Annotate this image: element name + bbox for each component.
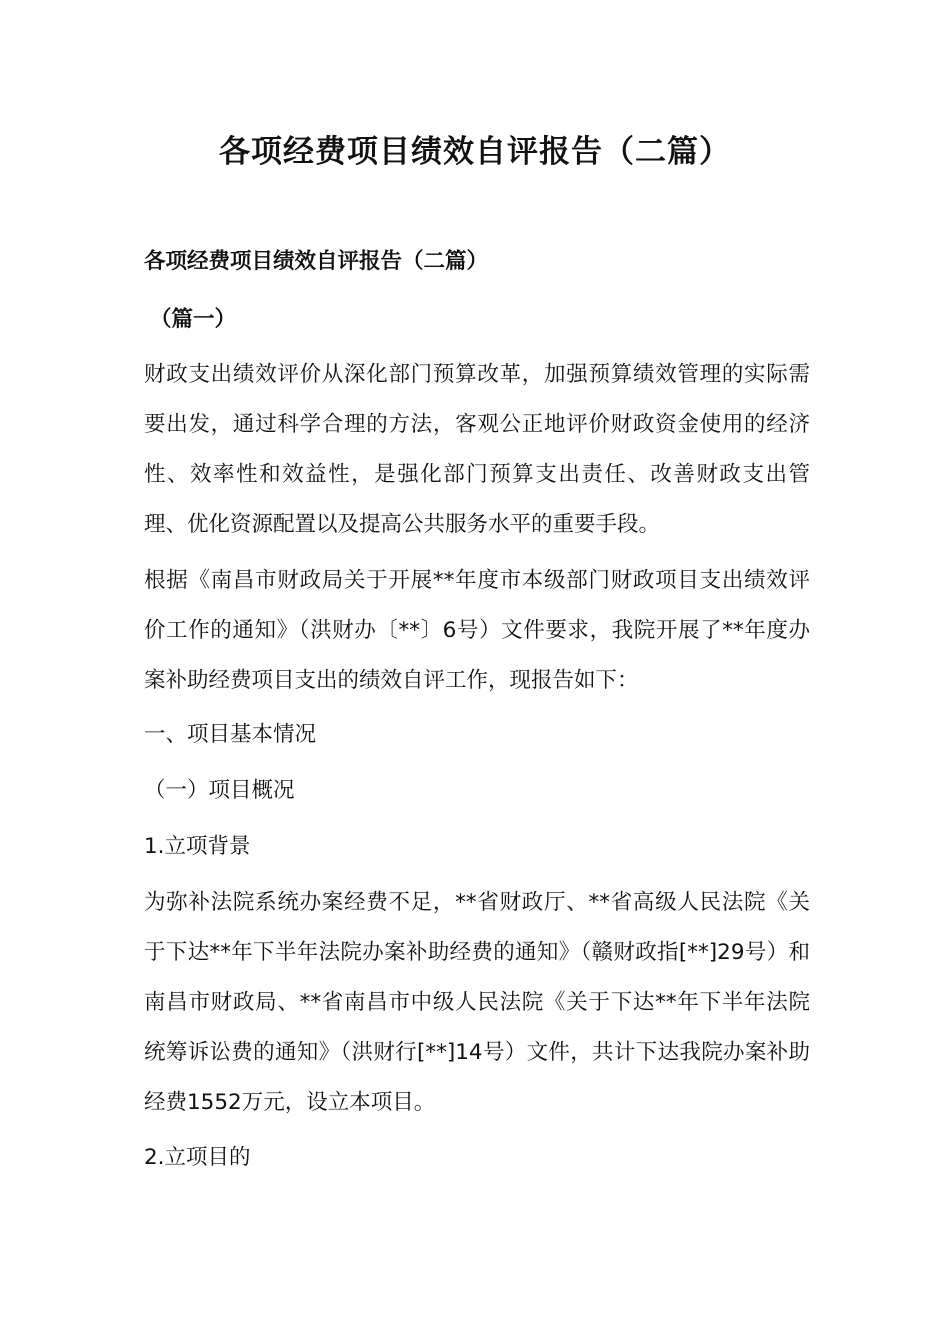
paragraph-intro: 财政支出绩效评价从深化部门预算改革，加强预算绩效管理的实际需要出发，通过科学合理的方法，客观公正地评价财政资金使用的经济性、效率性和效益性，是强化部门预算支出责任、改善财政支出管理、优化资源配置以及提高公共服务水平的重要手段。 bbox=[144, 362, 810, 537]
subsection-heading-overview: （一）项目概况 bbox=[144, 778, 295, 803]
document-subtitle: 各项经费项目绩效自评报告（二篇） bbox=[144, 249, 489, 274]
section-heading-basic-info: 一、项目基本情况 bbox=[144, 722, 317, 747]
document-title: 各项经费项目绩效自评报告（二篇） bbox=[219, 134, 731, 170]
item-heading-background: 1.立项背景 bbox=[144, 834, 251, 859]
item-heading-purpose: 2.立项目的 bbox=[144, 1145, 251, 1170]
paragraph-basis: 根据《南昌市财政局关于开展**年度市本级部门财政项目支出绩效评价工作的通知》（洪财办〔**〕6号）文件要求，我院开展了**年度办案补助经费项目支出的绩效自评工作，现报告如下： bbox=[144, 568, 810, 693]
part-label: （篇一） bbox=[150, 307, 237, 332]
paragraph-background: 为弥补法院系统办案经费不足，**省财政厅、**省高级人民法院《关于下达**年下半年法院办案补助经费的通知》（赣财政指[**]29号）和南昌市财政局、**省南昌市中级人民法院《关于下达**年下半年法院统筹诉讼费的通知》（洪财行[**]14号）文件，共计下达我院办案补助经费1552万元，设立本项目。 bbox=[144, 890, 810, 1115]
